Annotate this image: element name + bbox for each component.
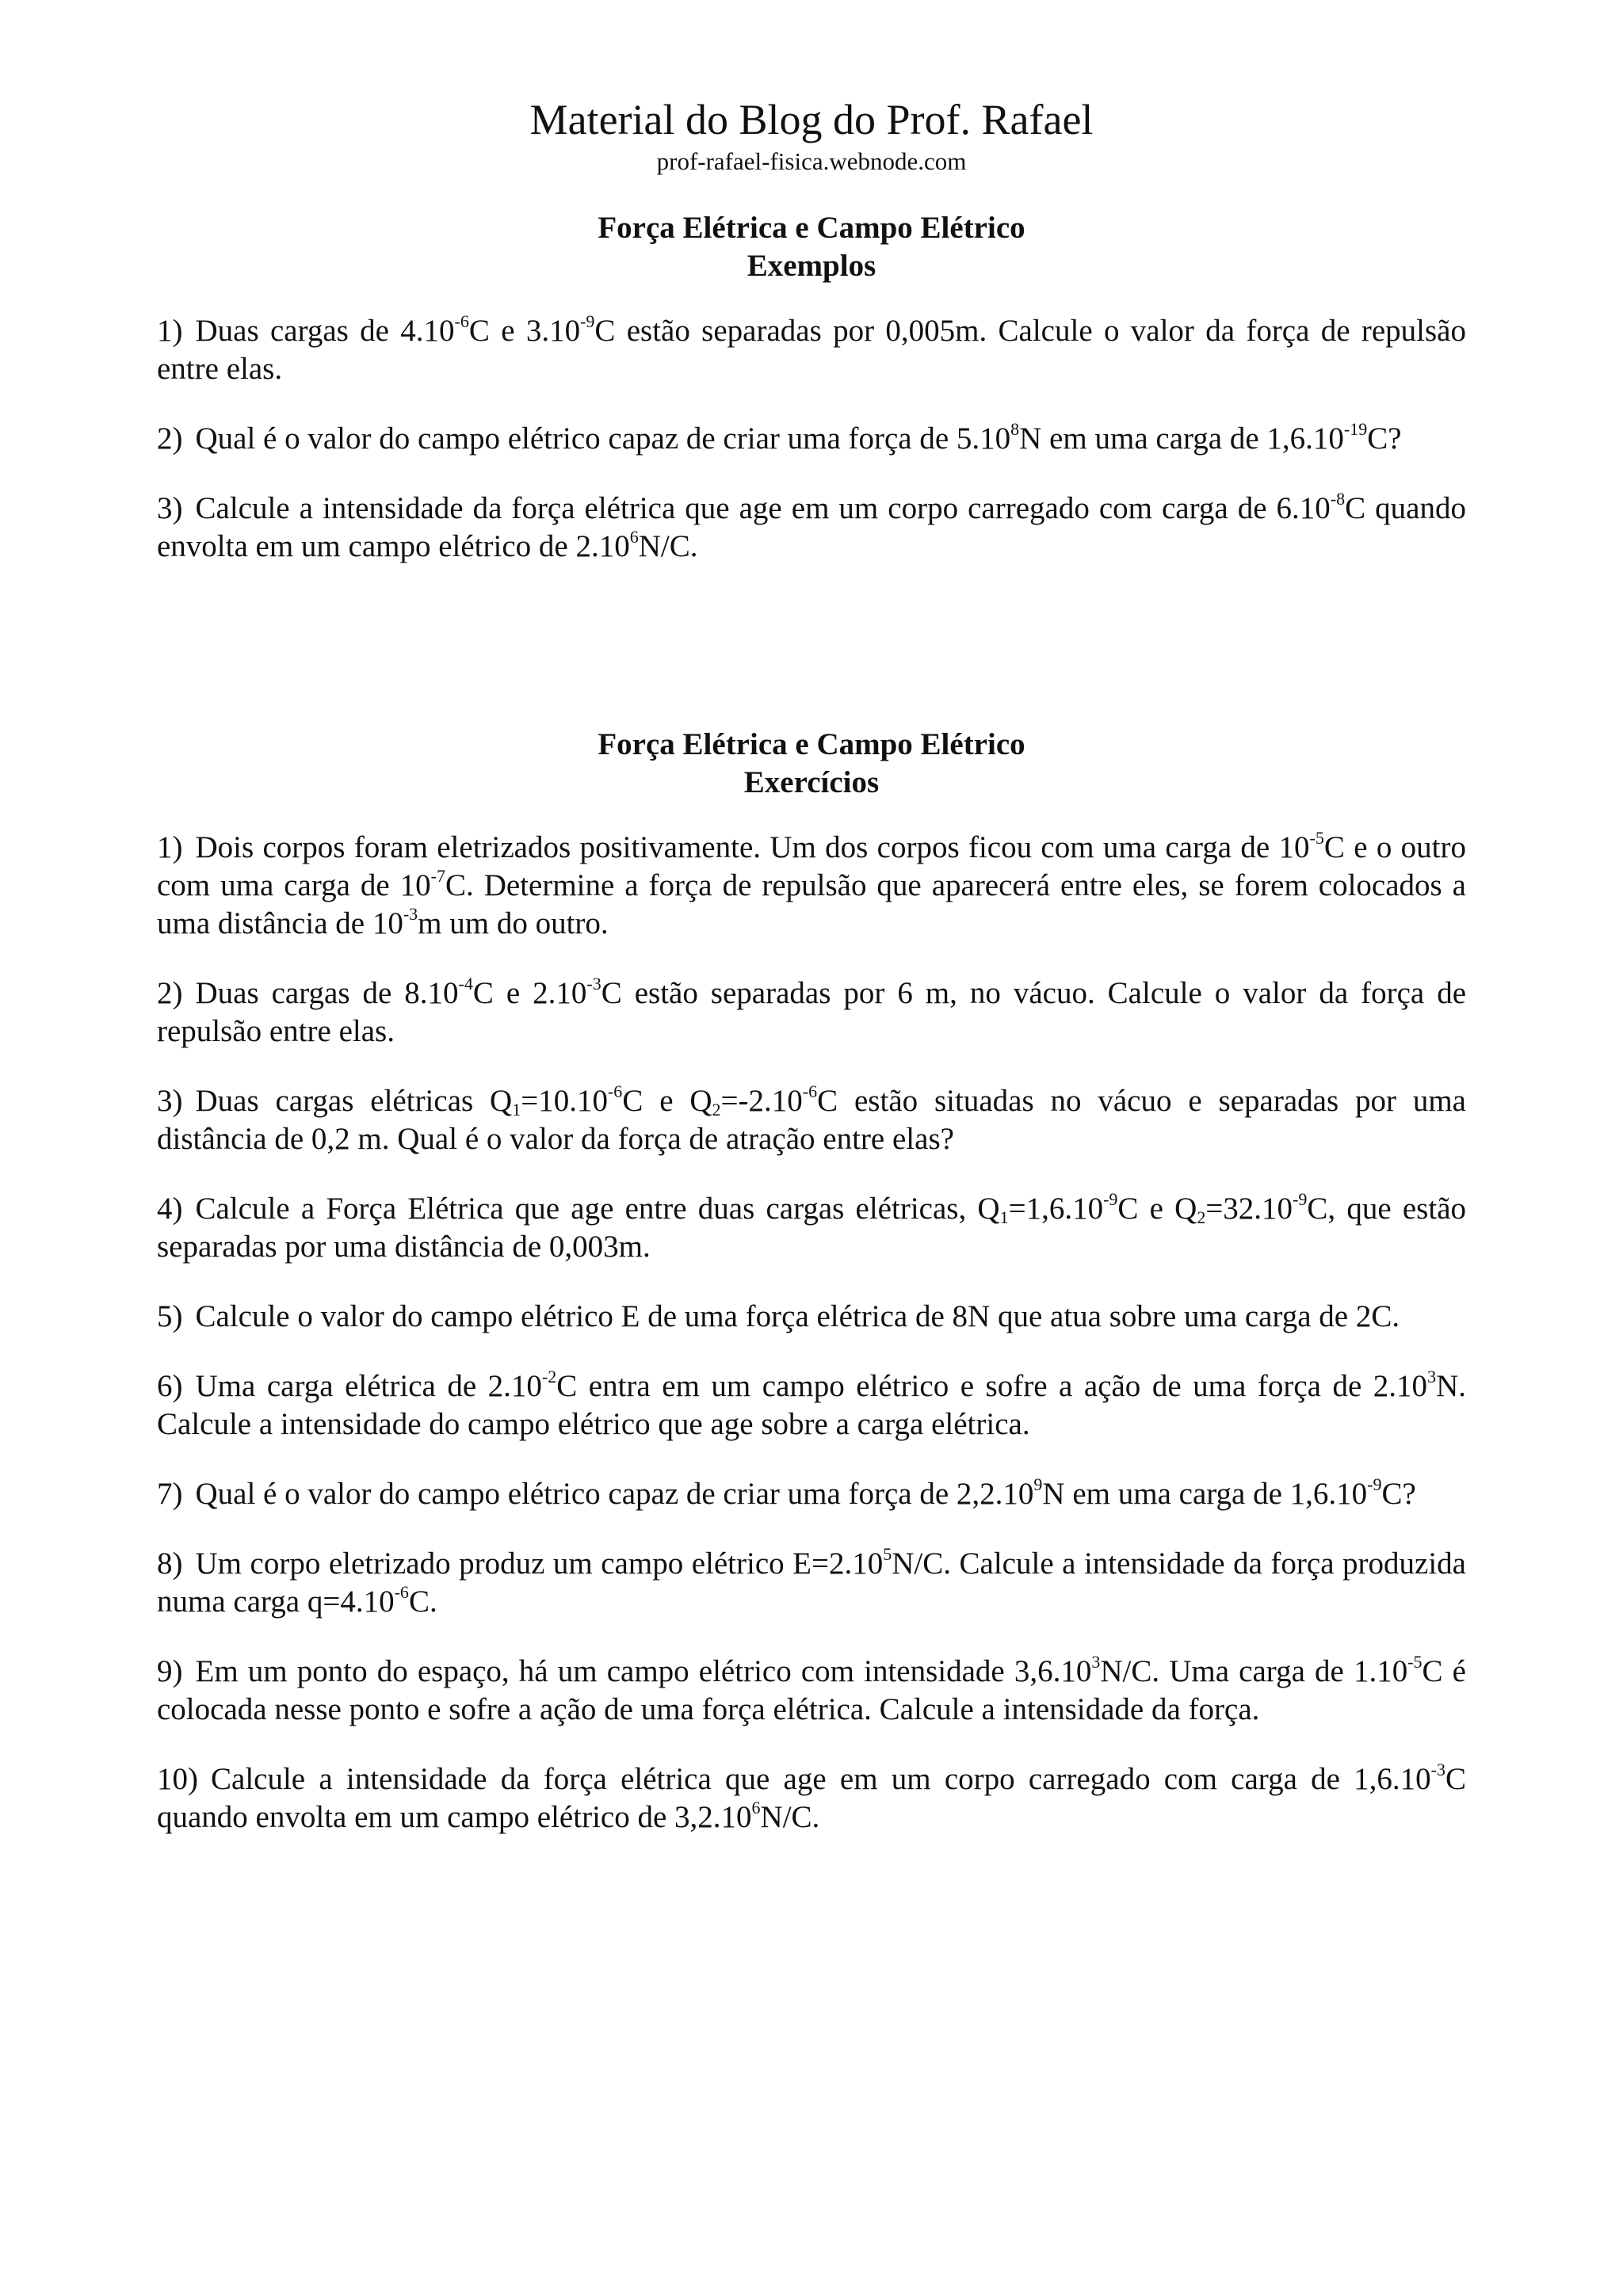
problem-number: 1)	[157, 830, 183, 864]
problem-text: Calcule a intensidade da força elétrica que age em um corpo carregado com carga de 6.10	[195, 491, 1331, 525]
problem-number: 1)	[157, 314, 183, 348]
problem-number: 3)	[157, 491, 183, 525]
problem-number: 9)	[157, 1654, 183, 1688]
exponent: 3	[1091, 1652, 1101, 1672]
blog-url: prof-rafael-fisica.webnode.com	[656, 147, 967, 175]
exponent: 6	[751, 1798, 761, 1817]
exponent: -9	[1367, 1474, 1382, 1494]
problem-text: N/C.	[638, 529, 698, 563]
exercises-list	[157, 829, 1466, 1836]
problem-number: 7)	[157, 1477, 183, 1511]
problem-text: C quando envolta em um campo elétrico de 2.10	[157, 491, 1466, 563]
problem-text: Calcule a Força Elétrica que age entre duas cargas elétricas, Q	[195, 1192, 1000, 1226]
problem-text: Uma carga elétrica de 2.10	[195, 1369, 542, 1403]
problem-number: 8)	[157, 1547, 183, 1581]
problem-text: C estão situadas no vácuo e separadas por uma distância de 0,2 m. Qual é o valor da força de atração entre elas?	[157, 1084, 1466, 1156]
exponent: -3	[403, 904, 418, 924]
problem-text: N. Calcule a intensidade do campo elétrico que age sobre a carga elétrica.	[157, 1369, 1466, 1441]
problem-number: 10)	[157, 1762, 198, 1796]
exponent: -4	[458, 974, 473, 994]
exponent: -6	[454, 311, 469, 331]
problem-text: C?	[1367, 421, 1402, 456]
problem-text: C estão separadas por 6 m, no vácuo. Calcule o valor da força de repulsão entre elas.	[157, 976, 1467, 1048]
subscript: 1	[999, 1207, 1009, 1227]
problem-text: C quando envolta em um campo elétrico de 3,2.10	[157, 1762, 1466, 1834]
exponent: -3	[586, 974, 601, 994]
problem-number: 3)	[157, 1084, 183, 1118]
problem-text: C entra em um campo elétrico e sofre a ação de uma força de 2.10	[556, 1369, 1428, 1403]
exponent: -2	[541, 1367, 557, 1386]
exponent: -6	[802, 1081, 818, 1101]
problem-text: C e o outro com uma carga de 10	[157, 830, 1466, 902]
problem-text: N em uma carga de 1,6.10	[1019, 421, 1344, 456]
exponent: -5	[1309, 828, 1324, 848]
problem-text: C e Q	[1117, 1192, 1197, 1226]
problem-text: N/C. Uma carga de 1.10	[1100, 1654, 1408, 1688]
problem-text: Em um ponto do espaço, há um campo elétrico com intensidade 3,6.10	[195, 1654, 1092, 1688]
problem-text: Duas cargas de 4.10	[195, 314, 455, 348]
exponent: 9	[1033, 1474, 1043, 1494]
exponent: -9	[1103, 1189, 1118, 1209]
problem-item	[157, 1475, 1466, 1513]
problem-item	[157, 974, 1466, 1051]
problem-item	[157, 490, 1466, 566]
problem-text: C, que estão separadas por uma distância de 0,003m.	[157, 1192, 1467, 1264]
examples-list	[157, 312, 1466, 566]
problem-item	[157, 829, 1466, 943]
section-subtitle: Exercícios	[743, 765, 880, 799]
problem-text: Duas cargas elétricas Q	[195, 1084, 513, 1118]
problem-item	[157, 420, 1466, 458]
blog-title: Material do Blog do Prof. Rafael	[529, 96, 1094, 143]
problem-text: Dois corpos foram eletrizados positivamente. Um dos corpos ficou com uma carga de 10	[195, 830, 1310, 864]
exponent: -8	[1330, 489, 1346, 509]
problem-text: C?	[1381, 1477, 1416, 1511]
problem-number: 2)	[157, 976, 183, 1010]
problem-item	[157, 1298, 1466, 1336]
problem-item	[157, 1760, 1466, 1836]
problem-text: C estão separadas por 0,005m. Calcule o valor da força de repulsão entre elas.	[157, 314, 1466, 386]
problem-text: =1,6.10	[1008, 1192, 1104, 1226]
problem-text: N/C.	[760, 1800, 820, 1834]
problem-text: C. Determine a força de repulsão que aparecerá entre eles, se forem colocados a uma distância de 10	[157, 868, 1466, 940]
problem-item	[157, 1082, 1466, 1158]
section-title: Força Elétrica e Campo Elétrico	[598, 727, 1025, 761]
problem-text: N/C. Calcule a intensidade da força produzida numa carga q=4.10	[157, 1547, 1466, 1619]
problem-number: 2)	[157, 421, 183, 456]
subscript: 2	[712, 1100, 721, 1119]
problem-number: 4)	[157, 1192, 183, 1226]
exponent: -9	[1293, 1189, 1308, 1209]
exponent: -3	[1430, 1760, 1445, 1779]
problem-item	[157, 312, 1466, 388]
problem-item	[157, 1653, 1466, 1729]
exponent: -9	[580, 311, 595, 331]
exponent: -6	[607, 1081, 623, 1101]
problem-text: Qual é o valor do campo elétrico capaz de criar uma força de 2,2.10	[195, 1477, 1034, 1511]
exponent: -5	[1407, 1652, 1423, 1672]
problem-text: Calcule a intensidade da força elétrica que age em um corpo carregado com carga de 1,6.10	[211, 1762, 1431, 1796]
exponent: 3	[1427, 1367, 1437, 1386]
problem-text: Duas cargas de 8.10	[195, 976, 459, 1010]
section-subtitle: Exemplos	[747, 249, 876, 283]
problem-text: =32.10	[1205, 1192, 1293, 1226]
problem-text: Um corpo eletrizado produz um campo elétrico E=2.10	[195, 1547, 884, 1581]
problem-number: 5)	[157, 1299, 183, 1333]
section-title: Força Elétrica e Campo Elétrico	[598, 211, 1025, 245]
problem-text: C.	[408, 1585, 437, 1619]
exercises-heading	[157, 726, 1466, 802]
exponent: 6	[629, 527, 639, 547]
problem-text: Qual é o valor do campo elétrico capaz de criar uma força de 5.10	[195, 421, 1011, 456]
problem-text: =-2.10	[720, 1084, 803, 1118]
problem-text: =10.10	[521, 1084, 608, 1118]
problem-item	[157, 1545, 1466, 1621]
examples-heading	[157, 209, 1466, 285]
subscript: 1	[512, 1100, 521, 1119]
exponent: 5	[883, 1544, 892, 1564]
problem-number: 6)	[157, 1369, 183, 1403]
exponent: -19	[1343, 419, 1368, 439]
subscript: 2	[1197, 1207, 1206, 1227]
problem-text: N em uma carga de 1,6.10	[1042, 1477, 1368, 1511]
problem-text: C e Q	[622, 1084, 712, 1118]
exponent: -6	[394, 1582, 409, 1602]
problem-text: m um do outro.	[418, 906, 609, 940]
problem-text: C é colocada nesse ponto e sofre a ação de uma força elétrica. Calcule a intensidade da força.	[157, 1654, 1466, 1726]
problem-item	[157, 1367, 1466, 1444]
problem-text: C e 3.10	[468, 314, 581, 348]
problem-text: C e 2.10	[472, 976, 587, 1010]
problem-text: Calcule o valor do campo elétrico E de uma força elétrica de 8N que atua sobre uma carga de 2C.	[195, 1299, 1400, 1333]
exponent: -7	[430, 866, 445, 886]
problem-item	[157, 1190, 1466, 1266]
exponent: 8	[1010, 419, 1020, 439]
